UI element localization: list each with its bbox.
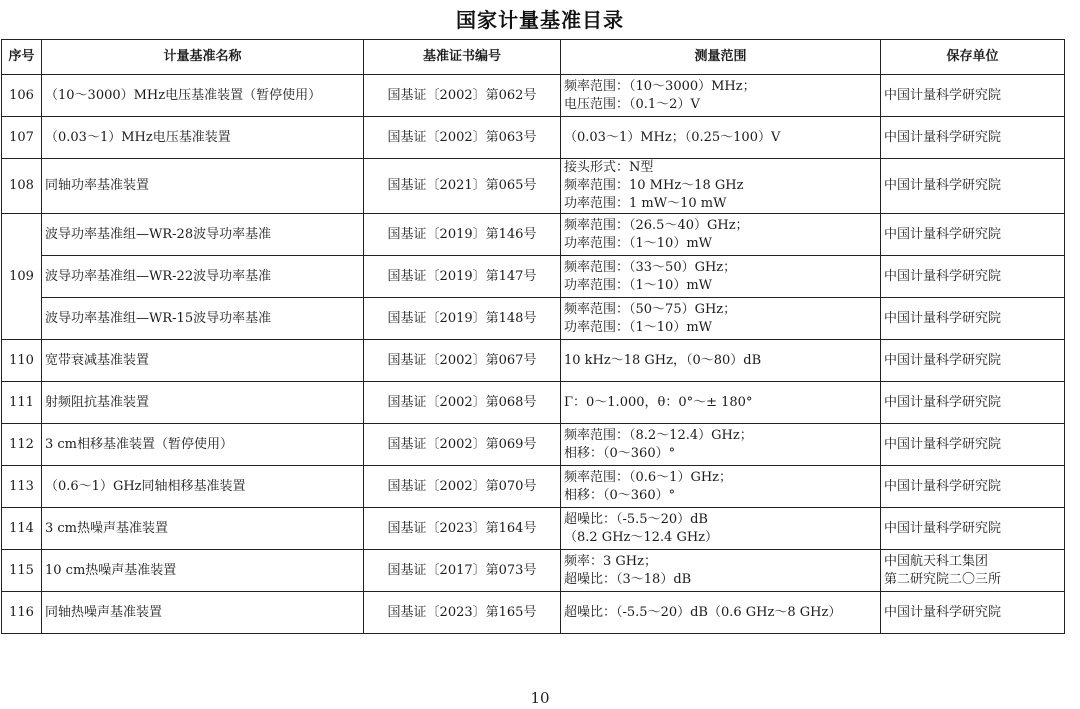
certificate-number-cell: 国基证〔2021〕第065号 [364, 159, 561, 214]
custodian-unit-cell [881, 256, 1065, 298]
measurement-range-line: 频率：3 GHz； [564, 553, 657, 569]
serial-number-cell: 114 [2, 508, 42, 550]
serial-number-cell: 110 [2, 340, 42, 382]
certificate-number-cell: 国基证〔2019〕第146号 [364, 214, 561, 256]
certificate-number-cell: 国基证〔2017〕第073号 [364, 550, 561, 592]
standard-name-cell: 射频阻抗基准装置 [42, 382, 364, 424]
table-row [2, 340, 1065, 382]
measurement-range-line: 频率范围：（0.6～1）GHz； [564, 469, 733, 485]
table-row [2, 550, 1065, 592]
table-row [2, 256, 1065, 298]
measurement-range-cell [561, 340, 881, 382]
table-header-row [2, 40, 1065, 75]
page-number: 10 [530, 689, 550, 707]
certificate-number-cell: 国基证〔2002〕第062号 [364, 75, 561, 117]
header-standard-name: 计量基准名称 [42, 40, 364, 75]
table-body [2, 75, 1065, 634]
serial-number-cell: 107 [2, 117, 42, 159]
custodian-unit-line: 第二研究院二〇三所 [884, 571, 1002, 587]
measurement-range-line: 10 kHz～18 GHz，（0～80）dB [564, 352, 762, 368]
header-measurement-range: 测量范围 [561, 40, 881, 75]
custodian-unit-cell [881, 117, 1065, 159]
custodian-unit-cell [881, 159, 1065, 214]
measurement-range-line: Γ：0～1.000，θ：0°～± 180° [564, 394, 753, 410]
custodian-unit-cell [881, 382, 1065, 424]
custodian-unit-cell [881, 592, 1065, 634]
measurement-range-cell [561, 159, 881, 214]
table-row [2, 159, 1065, 214]
measurement-range-cell [561, 117, 881, 159]
table-row [2, 466, 1065, 508]
standard-name-cell: 波导功率基准组—WR-28波导功率基准 [42, 214, 364, 256]
serial-number-cell: 111 [2, 382, 42, 424]
standard-name-cell: 波导功率基准组—WR-22波导功率基准 [42, 256, 364, 298]
table-row [2, 298, 1065, 340]
measurement-range-line: 接头形式：N型 [564, 160, 654, 175]
certificate-number-cell: 国基证〔2002〕第067号 [364, 340, 561, 382]
certificate-number-cell: 国基证〔2002〕第070号 [364, 466, 561, 508]
table-row [2, 214, 1065, 256]
measurement-range-cell [561, 298, 881, 340]
standards-catalog-table [1, 39, 1065, 634]
standard-name-cell: 同轴功率基准装置 [42, 159, 364, 214]
measurement-range-cell [561, 214, 881, 256]
serial-number-cell: 113 [2, 466, 42, 508]
measurement-range-cell [561, 75, 881, 117]
serial-number-cell: 112 [2, 424, 42, 466]
measurement-range-cell [561, 466, 881, 508]
serial-number-cell: 108 [2, 159, 42, 214]
measurement-range-line: 频率范围：（8.2～12.4）GHz； [564, 427, 753, 443]
measurement-range-line: 频率范围：10 MHz～18 GHz [564, 178, 744, 193]
custodian-unit-cell [881, 340, 1065, 382]
custodian-unit-cell [881, 550, 1065, 592]
standard-name-cell: 3 cm相移基准装置（暂停使用） [42, 424, 364, 466]
certificate-number-cell: 国基证〔2002〕第069号 [364, 424, 561, 466]
measurement-range-line: 功率范围：（1～10）mW [564, 277, 713, 293]
standard-name-cell: 宽带衰减基准装置 [42, 340, 364, 382]
measurement-range-cell [561, 256, 881, 298]
page-title: 国家计量基准目录 [456, 8, 624, 32]
custodian-unit-line: 中国计量科学研究院 [884, 520, 1002, 536]
measurement-range-line: 功率范围：1 mW～10 mW [564, 196, 727, 211]
measurement-range-cell [561, 592, 881, 634]
custodian-unit-line: 中国计量科学研究院 [884, 436, 1002, 452]
standard-name-cell: 10 cm热噪声基准装置 [42, 550, 364, 592]
measurement-range-line: 相移：（0～360）° [564, 445, 676, 461]
custodian-unit-cell [881, 298, 1065, 340]
custodian-unit-line: 中国计量科学研究院 [884, 478, 1002, 494]
certificate-number-cell: 国基证〔2023〕第165号 [364, 592, 561, 634]
header-serial-number: 序号 [2, 40, 42, 75]
custodian-unit-cell [881, 75, 1065, 117]
certificate-number-cell: 国基证〔2002〕第068号 [364, 382, 561, 424]
measurement-range-line: （8.2 GHz～12.4 GHz） [564, 529, 719, 545]
table-row [2, 592, 1065, 634]
custodian-unit-line: 中国计量科学研究院 [884, 87, 1002, 103]
serial-number-cell: 116 [2, 592, 42, 634]
custodian-unit-line: 中国计量科学研究院 [884, 310, 1002, 326]
serial-number-cell: 109 [2, 214, 42, 340]
standard-name-cell: （0.6～1）GHz同轴相移基准装置 [42, 466, 364, 508]
standard-name-cell: （10～3000）MHz电压基准装置（暂停使用） [42, 75, 364, 117]
measurement-range-line: 超噪比：（-5.5～20）dB [564, 511, 708, 527]
measurement-range-line: 频率范围：（26.5～40）GHz； [564, 217, 749, 233]
measurement-range-line: 频率范围：（10～3000）MHz； [564, 78, 756, 94]
custodian-unit-cell [881, 214, 1065, 256]
custodian-unit-line: 中国航天科工集团 [884, 553, 989, 569]
measurement-range-line: 电压范围：（0.1～2）V [564, 96, 700, 112]
serial-number-cell: 115 [2, 550, 42, 592]
table-row [2, 117, 1065, 159]
measurement-range-cell [561, 382, 881, 424]
measurement-range-line: 频率范围：（50～75）GHz； [564, 301, 737, 317]
custodian-unit-line: 中国计量科学研究院 [884, 226, 1002, 242]
custodian-unit-line: 中国计量科学研究院 [884, 178, 1002, 193]
custodian-unit-line: 中国计量科学研究院 [884, 268, 1002, 284]
custodian-unit-line: 中国计量科学研究院 [884, 394, 1002, 410]
measurement-range-line: 功率范围：（1～10）mW [564, 319, 713, 335]
custodian-unit-line: 中国计量科学研究院 [884, 352, 1002, 368]
measurement-range-line: 频率范围：（33～50）GHz； [564, 259, 737, 275]
measurement-range-cell [561, 508, 881, 550]
header-certificate-number: 基准证书编号 [364, 40, 561, 75]
standard-name-cell: 3 cm热噪声基准装置 [42, 508, 364, 550]
table-row [2, 75, 1065, 117]
measurement-range-line: 超噪比：（3～18）dB [564, 571, 692, 587]
header-custodian-unit: 保存单位 [881, 40, 1065, 75]
custodian-unit-cell [881, 424, 1065, 466]
custodian-unit-line: 中国计量科学研究院 [884, 604, 1002, 620]
certificate-number-cell: 国基证〔2002〕第063号 [364, 117, 561, 159]
table-row [2, 382, 1065, 424]
measurement-range-cell [561, 424, 881, 466]
custodian-unit-line: 中国计量科学研究院 [884, 129, 1002, 145]
custodian-unit-cell [881, 466, 1065, 508]
measurement-range-line: 功率范围：（1～10）mW [564, 235, 713, 251]
certificate-number-cell: 国基证〔2019〕第148号 [364, 298, 561, 340]
measurement-range-line: 超噪比：（-5.5～20）dB（0.6 GHz～8 GHz） [564, 604, 842, 620]
measurement-range-cell [561, 550, 881, 592]
table-row [2, 424, 1065, 466]
certificate-number-cell: 国基证〔2023〕第164号 [364, 508, 561, 550]
table-row [2, 508, 1065, 550]
standard-name-cell: 同轴热噪声基准装置 [42, 592, 364, 634]
measurement-range-line: （0.03～1）MHz；（0.25～100）V [564, 129, 781, 145]
standard-name-cell: 波导功率基准组—WR-15波导功率基准 [42, 298, 364, 340]
certificate-number-cell: 国基证〔2019〕第147号 [364, 256, 561, 298]
measurement-range-line: 相移：（0～360）° [564, 487, 676, 503]
serial-number-cell: 106 [2, 75, 42, 117]
custodian-unit-cell [881, 508, 1065, 550]
standard-name-cell: （0.03～1）MHz电压基准装置 [42, 117, 364, 159]
